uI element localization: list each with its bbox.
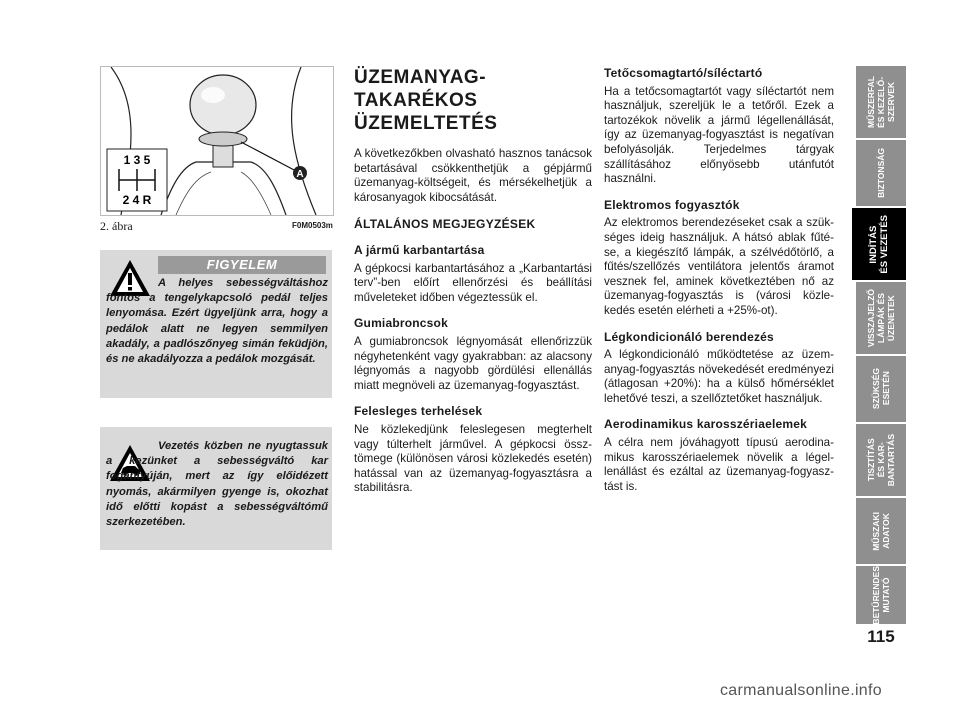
paragraph-tyres: A gumiabroncsok légnyomását ellenőrizzük négyhetenként vagy gyakrabban: az alacsony légnyomás a nagyobb gördülési ellenállás miatt megnöveli az üzemanyag-fogyasztást. xyxy=(354,334,592,392)
tab-safety[interactable] xyxy=(856,140,906,206)
heading-loads: Felesleges terhelések xyxy=(354,404,483,419)
tab-label: MŰSZAKI ADATOK xyxy=(871,511,891,551)
section-heading: ÁLTALÁNOS MEGJEGYZÉSEK xyxy=(354,217,536,232)
tab-emergency[interactable] xyxy=(856,356,906,422)
paragraph-aerodynamic: A célra nem jóváhagyott típusú aerodinamikus karosszériaelemek növelik a légellenállást és ezáltal az üzemanyag-fogyasztást is. xyxy=(604,436,834,493)
tab-label: INDÍTÁS ÉS VEZETÉS xyxy=(868,214,890,274)
gear-top-row: 1 3 5 xyxy=(123,153,151,167)
tab-dashboard[interactable] xyxy=(856,66,906,138)
figure-caption: 2. ábra xyxy=(100,219,133,233)
gear-knob-illustration xyxy=(101,67,333,215)
paragraph-air-conditioning: A légkondicionáló működtetése az üzemanyag-fogyasztás növekedését eredményezi (átlagosan +20%): ha a külső hőmérséklet lehetővé teszi, a szellőztetőket használjuk. xyxy=(604,348,834,405)
note-box xyxy=(100,427,332,550)
tab-label: SZÜKSÉG ESETÉN xyxy=(871,368,891,410)
tab-maintenance[interactable] xyxy=(856,424,906,496)
heading-roof-rack: Tetőcsomagtartó/síléctartó xyxy=(604,66,763,80)
tab-label: BETŰRENDES MUTATÓ xyxy=(871,565,891,625)
tab-index[interactable] xyxy=(856,566,906,624)
gear-shift-figure xyxy=(100,66,334,216)
warning-box xyxy=(100,250,332,398)
intro-paragraph: A következőkben olvasható hasznos tanácsok betartásával csökkenthetjük a gépjármű üzemanyag-költségeit, és mérsékelhetjük a károsanyagok kibocsátását. xyxy=(354,147,592,204)
callout-label: A xyxy=(296,169,304,180)
figure-code: F0M0503m xyxy=(292,221,333,230)
paragraph-maintenance: A gépkocsi karbantartásához a „Karbantartási terv”-ben előírt ellenőrzési és beállítási műveleteket időben végeztessük el. xyxy=(354,261,592,304)
page-title-line-2: TAKARÉKOS xyxy=(354,90,478,111)
paragraph-loads: Ne közlekedjünk feleslegesen megterhelt vagy túlterhelt járművel. A gépkocsi össztömege (különösen városi közlekedés esetén) hatással van az üzemanyag-fogyasztásra a stabilitásra. xyxy=(354,422,592,495)
note-text: Vezetés közben ne nyugtassuk a kezünket a sebességváltó kar fogantyúján, mert az így előidézett nyomás, akármilyen gyenge is, okozhat idő előtti kopást a sebességváltómű szerkezetében. xyxy=(106,440,328,529)
page-title-line-1: ÜZEMANYAG- xyxy=(354,67,487,88)
heading-maintenance: A jármű karbantartása xyxy=(354,242,485,257)
page-number: 115 xyxy=(867,627,895,646)
gear-bottom-row: 2 4 R xyxy=(122,193,152,207)
tab-label: VISSZAJELZŐ LÁMPÁK ÉS ÜZENETEK xyxy=(866,288,896,348)
page-title-line-3: ÜZEMELTETÉS xyxy=(354,113,498,134)
column-main xyxy=(354,66,592,496)
warning-title: FIGYELEM xyxy=(158,256,326,274)
heading-aerodynamic: Aerodinamikus karosszériaelemek xyxy=(604,417,807,432)
tab-label: MŰSZERFAL ÉS KEZELŐ- SZERVEK xyxy=(866,76,896,128)
watermark: carmanualsonline.info xyxy=(720,682,882,699)
tab-label: BIZTONSÁG xyxy=(876,148,886,198)
paragraph-roof-rack: Ha a tetőcsomagtartót vagy síléctartót nem használjuk, szereljük le a tetőről. Ezek a tartozékok növelik a jármű légellenállását, így az üzemanyag-fogyasztást is negatívan befolyásolják. Terjedelmes tárgyak szállításához előnyösebb utánfutót használni. xyxy=(604,84,834,186)
heading-tyres: Gumiabroncsok xyxy=(354,316,448,331)
heading-air-conditioning: Légkondicionáló berendezés xyxy=(604,329,774,344)
column-right xyxy=(604,66,834,494)
tab-label: TISZTÍTÁS ÉS KAR- BANTARTÁS xyxy=(866,433,896,487)
tab-warning-lights[interactable] xyxy=(856,282,906,354)
warning-text: A helyes sebességváltáshoz fontos a tengelykapcsoló pedál teljes lenyomása. Ezért ügyeljünk arra, hogy a pedálok alatt ne legyen semmilyen akadály, a padlószőnyeg simán feküdjön, és ne akadályozza a pedálok mozgását. xyxy=(106,277,328,366)
paragraph-electrical: Az elektromos berendezéseket csak a szükséges ideig használjuk. A hátsó ablak fűtése, a kiegészítő lámpák, a szélvédőtörlő, a fűtés/szellőzés ventilátora jelentős áramot vesznek fel, aminek következtében nő az üzemanyag-fogyasztás is (városi közlekedés esetén elérheti a +25%-ot). xyxy=(604,216,834,317)
tab-technical-data[interactable] xyxy=(856,498,906,564)
page-title xyxy=(354,66,592,135)
tab-starting-driving[interactable] xyxy=(852,208,906,280)
heading-electrical: Elektromos fogyasztók xyxy=(604,197,740,212)
